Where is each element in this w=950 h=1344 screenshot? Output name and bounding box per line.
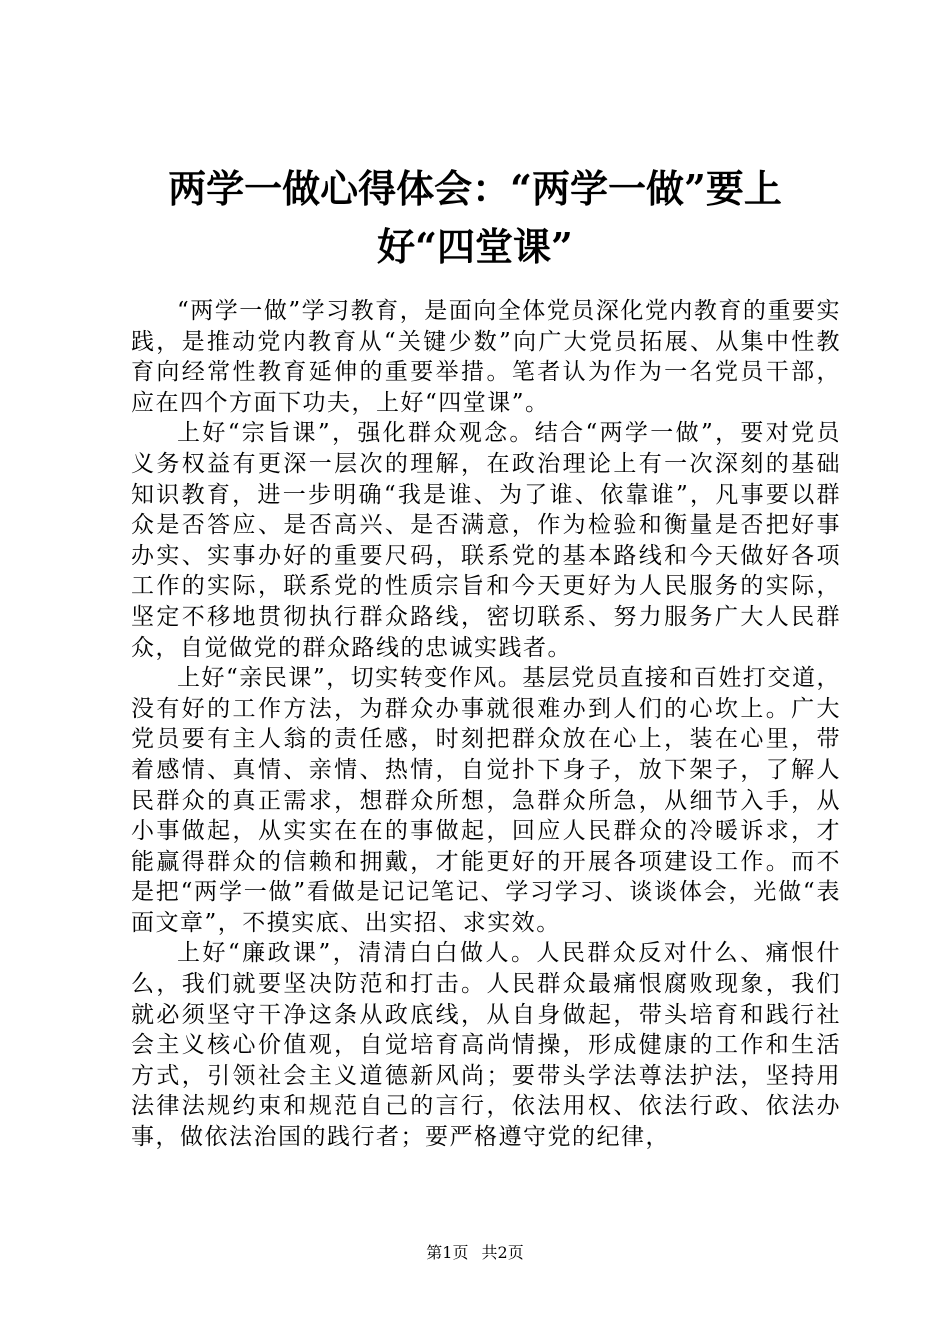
- paragraph-integrity-lesson: 上好“廉政课”，清清白白做人。人民群众反对什么、痛恨什么，我们就要坚决防范和打击。人民群众最痛恨腐败现象，我们就必须坚守干净这条从政底线，从自身做起，带头培育和践行社会主义核心价值观，自觉培育高尚情操，形成健康的工作和生活方式，引领社会主义道德新风尚；要带头学法尊法护法，坚持用法律法规约束和规范自己的言行，依法用权、依法行政、依法办事，做依法治国的践行者；要严格遵守党的纪律，: [131, 940, 841, 1151]
- document-title: 两学一做心得体会：“两学一做”要上好“四堂课”: [168, 166, 782, 269]
- paragraph-purpose-lesson: 上好“宗旨课”，强化群众观念。结合“两学一做”，要对党员义务权益有更深一层次的理解，在政治理论上有一次深刻的基础知识教育，进一步明确“我是谁、为了谁、依靠谁”，凡事要以群众是否答应、是否高兴、是否满意，作为检验和衡量是否把好事办实、实事办好的重要尺码，联系党的基本路线和今天做好各项工作的实际，联系党的性质宗旨和今天更好为人民服务的实际，坚定不移地贯彻执行群众路线，密切联系、努力服务广大人民群众，自觉做党的群众路线的忠诚实践者。: [131, 420, 841, 661]
- page-footer: [0, 1243, 950, 1263]
- paragraph-people-lesson: 上好“亲民课”，切实转变作风。基层党员直接和百姓打交道，没有好的工作方法，为群众办事就很难办到人们的心坎上。广大党员要有主人翁的责任感，时刻把群众放在心上，装在心里，带着感情、真情、亲情、热情，自觉扑下身子，放下架子，了解人民群众的真正需求，想群众所想，急群众所急，从细节入手，从小事做起，从实实在在的事做起，回应人民群众的冷暖诉求，才能赢得群众的信赖和拥戴，才能更好的开展各项建设工作。而不是把“两学一做”看做是记记笔记、学习学习、谈谈体会，光做“表面文章”，不摸实底、出实招、求实效。: [131, 665, 841, 936]
- page-number: 第1页: [426, 1243, 469, 1262]
- document-body: [131, 296, 841, 1153]
- paragraph-intro: “两学一做”学习教育，是面向全体党员深化党内教育的重要实践，是推动党内教育从“关键少数”向广大党员拓展、从集中性教育向经常性教育延伸的重要举措。笔者认为作为一名党员干部，应在四个方面下功夫，上好“四堂课”。: [131, 298, 841, 416]
- page-total: 共2页: [481, 1243, 524, 1262]
